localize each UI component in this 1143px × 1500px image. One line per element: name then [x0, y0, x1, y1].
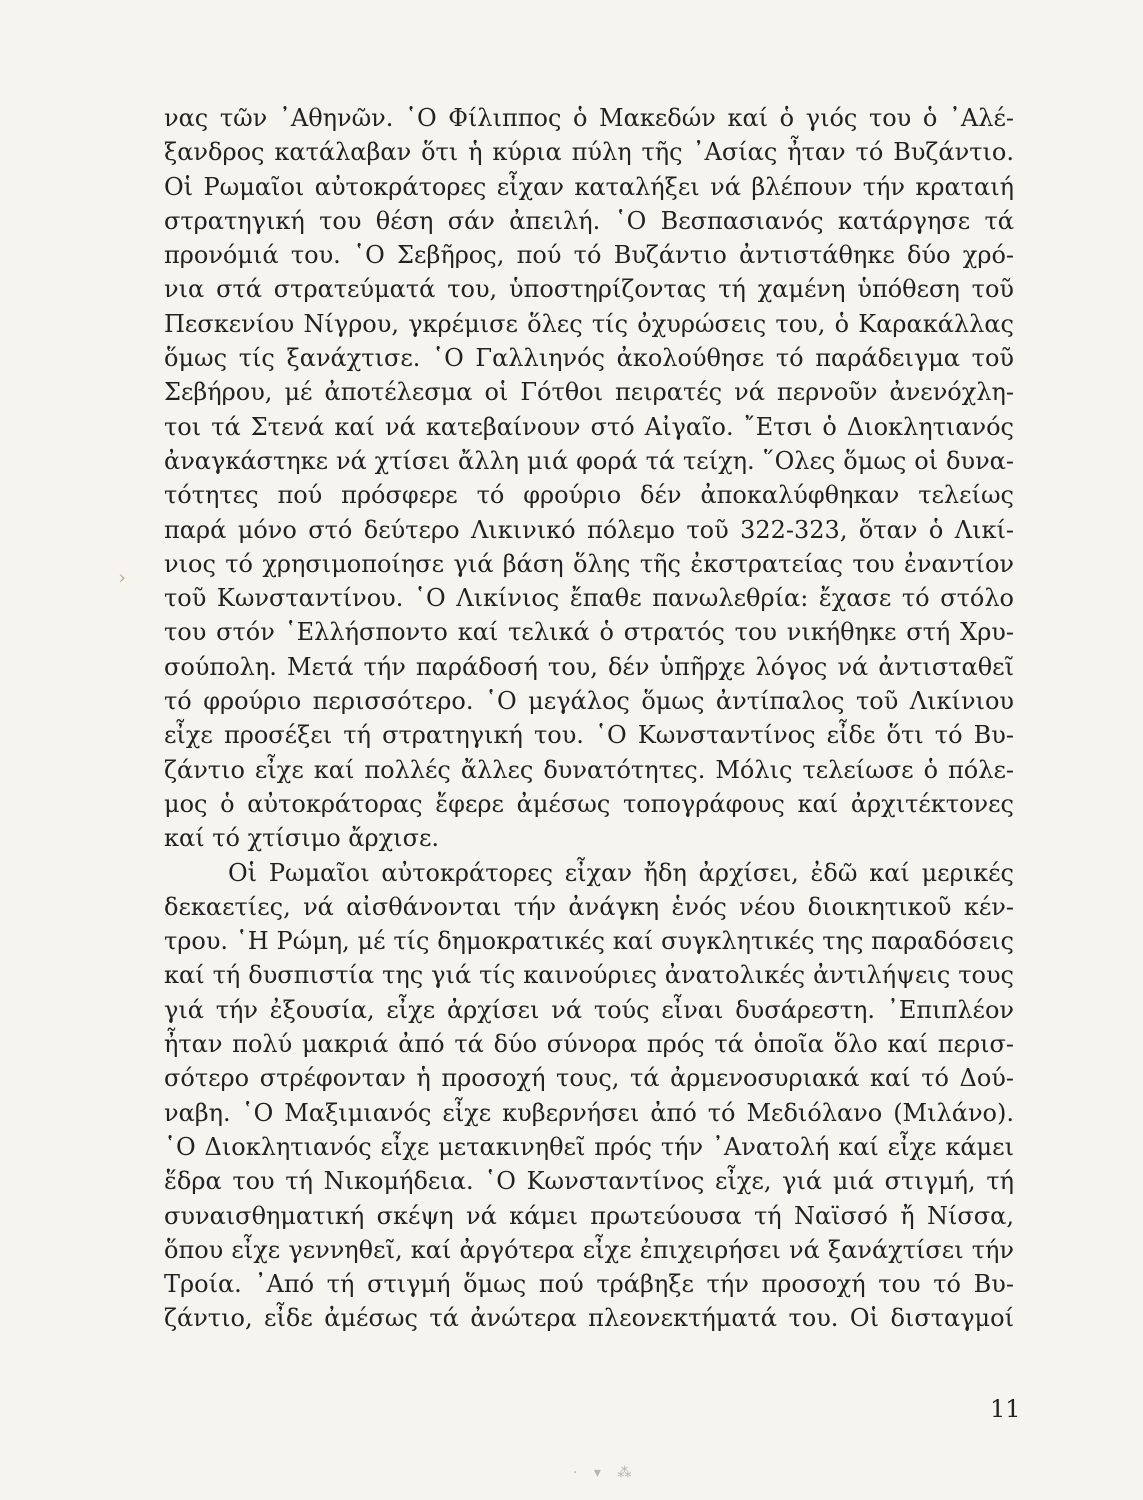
text-line: καί τή δυσπιστία της γιά τίς καινούριες ἀνατολικές ἀντιλήψεις τους: [164, 961, 1014, 990]
text-line: σότερο στρέφονταν ἡ προσοχή τους, τά ἀρμενοσυριακά καί τό Δού-: [164, 1064, 1014, 1093]
paragraph-1: [164, 101, 1014, 856]
text-line: στρατηγική του θέση σάν ἀπειλή. ῾Ο Βεσπασιανός κατάργησε τά: [164, 206, 1014, 235]
text-line: νιος τό χρησιμοποίησε γιά βάση ὅλης τῆς ἐκστρατείας του ἐναντίον: [164, 549, 1014, 578]
text-line: γιά τήν ἐξουσία, εἶχε ἀρχίσει νά τούς εἶναι δυσάρεστη. ᾿Επιπλέον: [164, 995, 1014, 1024]
text-line: τοῦ Κωνσταντίνου. ῾Ο Λικίνιος ἔπαθε πανωλεθρία: ἔχασε τό στόλο: [164, 584, 1014, 613]
text-line: Πεσκενίου Νίγρου, γκρέμισε ὅλες τίς ὀχυρώσεις του, ὁ Καρακάλλας: [164, 309, 1014, 338]
text-line: ζάντιο, εἶδε ἀμέσως τά ἀνώτερα πλεονεκτήματά του. Οἱ δισταγμοί: [164, 1304, 1014, 1333]
text-line: δεκαετίες, νά αἰσθάνονται τήν ἀνάγκη ἑνός νέου διοικητικοῦ κέν-: [164, 892, 1014, 921]
text-line: τότητες πού πρόσφερε τό φρούριο δέν ἀποκαλύφθηκαν τελείως: [164, 481, 1014, 510]
text-line: τοι τά Στενά καί νά κατεβαίνουν στό Αἰγαῖο. ῎Ετσι ὁ Διοκλητιανός: [164, 412, 1014, 441]
text-line: ἀναγκάστηκε νά χτίσει ἄλλη μιά φορά τά τείχη. ῞Ολες ὅμως οἱ δυνα-: [164, 446, 1014, 475]
text-line: Οἱ Ρωμαῖοι αὐτοκράτορες εἶχαν καταλήξει νά βλέπουν τήν κραταιή: [164, 172, 1014, 201]
text-line: του στόν ῾Ελλήσποντο καί τελικά ὁ στρατός του νικήθηκε στή Χρυ-: [164, 618, 1014, 647]
page-number: 11: [990, 1395, 1021, 1423]
scan-specks-icon: · ▾ ⁂: [573, 1465, 638, 1481]
text-line: τρου. ῾Η Ρώμη, μέ τίς δημοκρατικές καί συγκλητικές της παραδόσεις: [164, 927, 1014, 956]
text-line: ναβη. ῾Ο Μαξιμιανός εἶχε κυβερνήσει ἀπό τό Μεδιόλανο (Μιλάνο).: [164, 1098, 1014, 1127]
text-line: παρά μόνο στό δεύτερο Λικινικό πόλεμο τοῦ 322-323, ὅταν ὁ Λικί-: [164, 515, 1014, 544]
text-line: νια στά στρατεύματά του, ὑποστηρίζοντας τή χαμένη ὑπόθεση τοῦ: [164, 275, 1014, 304]
text-line: Οἱ Ρωμαῖοι αὐτοκράτορες εἶχαν ἤδη ἀρχίσει, ἐδῶ καί μερικές: [228, 858, 1014, 887]
text-line: τό φρούριο περισσότερο. ῾Ο μεγάλος ὅμως ἀντίπαλος τοῦ Λικίνιου: [164, 687, 1014, 716]
text-line: Σεβήρου, μέ ἀποτέλεσμα οἱ Γότθοι πειρατές νά περνοῦν ἀνενόχλη-: [164, 378, 1014, 407]
text-line: καί τό χτίσιμο ἄρχισε.: [164, 824, 440, 853]
text-line: συναισθηματική σκέψη νά κάμει πρωτεύουσα τή Ναϊσσό ἤ Νίσσα,: [164, 1201, 1014, 1230]
text-line: ῾Ο Διοκλητιανός εἶχε μετακινηθεῖ πρός τήν ᾿Ανατολή καί εἶχε κάμει: [164, 1132, 1014, 1161]
text-line: ξανδρος κατάλαβαν ὅτι ἡ κύρια πύλη τῆς ᾿Ασίας ἦταν τό Βυζάντιο.: [164, 138, 1014, 167]
text-line: ζάντιο εἶχε καί πολλές ἄλλες δυνατότητες. Μόλις τελείωσε ὁ πόλε-: [164, 755, 1014, 784]
text-line: σούπολη. Μετά τήν παράδοσή του, δέν ὑπῆρχε λόγος νά ἀντισταθεῖ: [164, 652, 1014, 681]
text-line: ἦταν πολύ μακριά ἀπό τά δύο σύνορα πρός τά ὁποῖα ὅλο καί περισ-: [164, 1030, 1014, 1059]
paragraph-2: [164, 856, 1014, 1336]
text-line: εἶχε προσέξει τή στρατηγική του. ῾Ο Κωνσταντίνος εἶδε ὅτι τό Βυ-: [164, 721, 1014, 750]
margin-mark-icon: ›: [118, 565, 126, 589]
text-line: νας τῶν ᾿Αθηνῶν. ῾Ο Φίλιππος ὁ Μακεδών καί ὁ γιός του ὁ ᾿Αλέ-: [164, 104, 1014, 132]
text-line: μος ὁ αὐτοκράτορας ἔφερε ἀμέσως τοπογράφους καί ἀρχιτέκτονες: [164, 789, 1014, 818]
text-line: ἕδρα του τή Νικομήδεια. ῾Ο Κωνσταντίνος εἶχε, γιά μιά στιγμή, τή: [164, 1167, 1014, 1196]
text-line: προνόμιά του. ῾Ο Σεβῆρος, πού τό Βυζάντιο ἀντιστάθηκε δύο χρό-: [164, 241, 1014, 270]
body-text: [164, 101, 1014, 1336]
text-line: ὅπου εἶχε γεννηθεῖ, καί ἀργότερα εἶχε ἐπιχειρήσει νά ξανάχτίσει τήν: [164, 1235, 1014, 1264]
text-line: Τροία. ᾿Από τή στιγμή ὅμως πού τράβηξε τήν προσοχή του τό Βυ-: [164, 1270, 1014, 1299]
text-line: ὅμως τίς ξανάχτισε. ῾Ο Γαλλιηνός ἀκολούθησε τό παράδειγμα τοῦ: [164, 344, 1014, 373]
